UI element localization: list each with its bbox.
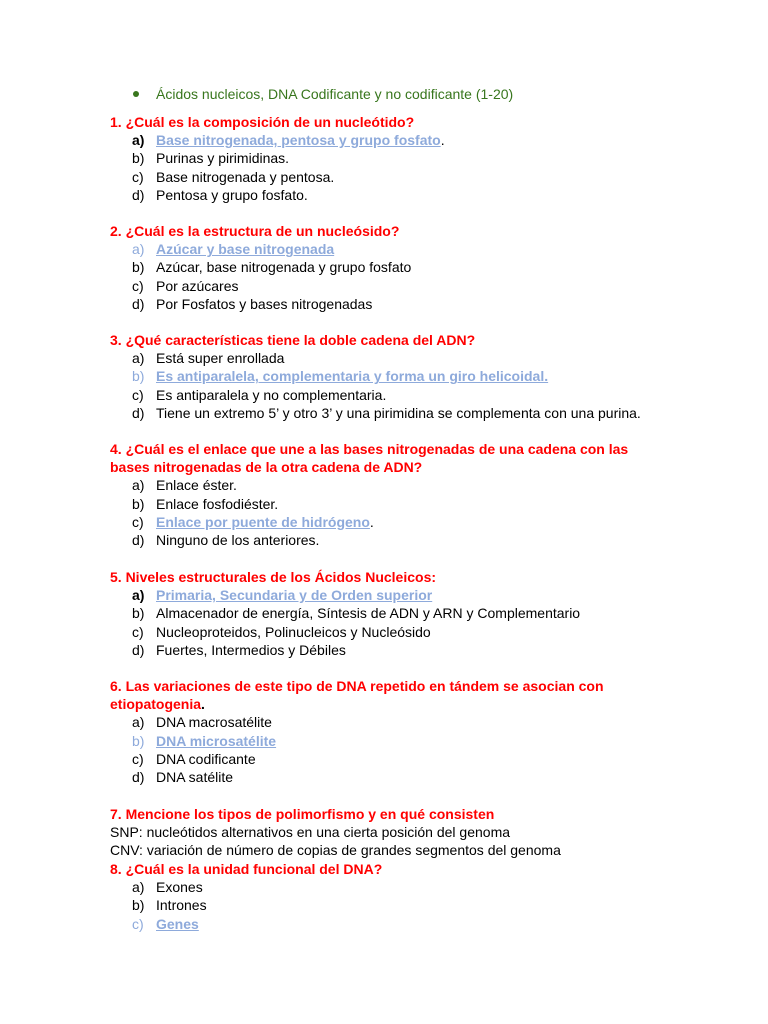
option-c: c) Enlace por puente de hidrógeno. xyxy=(132,513,374,530)
question-3 xyxy=(110,331,670,422)
question-title: 2. ¿Cuál es la estructura de un nucleósido? xyxy=(110,223,400,239)
question-8 xyxy=(110,860,670,933)
option-d: d) Fuertes, Intermedios y Débiles xyxy=(132,641,346,658)
correct-answer: Base nitrogenada, pentosa y grupo fosfato xyxy=(156,132,441,149)
question-title: 8. ¿Cuál es la unidad funcional del DNA? xyxy=(110,861,383,877)
question-title: 5. Niveles estructurales de los Ácidos Nucleicos: xyxy=(110,569,437,585)
question-6 xyxy=(110,677,670,786)
option-a: a) Está super enrollada xyxy=(132,350,285,367)
option-d: d) DNA satélite xyxy=(132,769,234,786)
option-a: a) Enlace éster. xyxy=(132,477,237,494)
correct-answer: DNA microsatélite xyxy=(156,732,277,749)
option-b: b) Intrones xyxy=(132,897,207,914)
option-b: b) Enlace fosfodiéster. xyxy=(132,495,279,512)
question-title-line-2: bases nitrogenadas de la otra cadena de ADN? xyxy=(110,459,423,476)
correct-answer: Es antiparalela, complementaria y forma un giro helicoidal. xyxy=(156,368,549,385)
option-a: a) Base nitrogenada, pentosa y grupo fosfato. xyxy=(132,132,445,149)
correct-answer: Azúcar y base nitrogenada xyxy=(156,241,335,258)
option-c: c) Base nitrogenada y pentosa. xyxy=(132,168,335,185)
answer-line-cnv: CNV: variación de número de copias de grandes segmentos del genoma xyxy=(110,842,561,859)
section-heading xyxy=(133,84,513,104)
option-b: b) Es antiparalela, complementaria y forma un giro helicoidal. xyxy=(132,368,549,385)
question-title-line-1: 4. ¿Cuál es el enlace que une a las bases nitrogenadas de una cadena con las xyxy=(110,441,629,457)
question-5 xyxy=(110,568,670,659)
question-title-line-2: etiopatogenia. xyxy=(110,696,205,713)
question-4 xyxy=(110,440,670,549)
option-a: a) Azúcar y base nitrogenada xyxy=(132,241,335,258)
option-b: b) Almacenador de energía, Síntesis de ADN y ARN y Complementario xyxy=(132,605,581,622)
question-2 xyxy=(110,222,670,313)
question-title-line-1: 6. Las variaciones de este tipo de DNA repetido en tándem se asocian con xyxy=(110,678,604,694)
question-title: 3. ¿Qué características tiene la doble cadena del ADN? xyxy=(110,332,476,348)
option-c: c) Nucleoproteidos, Polinucleicos y Nucleósido xyxy=(132,623,431,640)
section-heading-text: Ácidos nucleicos, DNA Codificante y no codificante (1-20) xyxy=(156,86,514,102)
option-b: b) Purinas y pirimidinas. xyxy=(132,150,290,167)
option-c: c) Es antiparalela y no complementaria. xyxy=(132,386,387,403)
question-1 xyxy=(110,113,670,204)
option-d: d) Ninguno de los anteriores. xyxy=(132,532,320,549)
option-d: d) Tiene un extremo 5’ y otro 3’ y una pirimidina se complementa con una purina. xyxy=(132,404,641,421)
option-a: a) Primaria, Secundaria y de Orden superior xyxy=(132,587,433,604)
option-c: c) Por azúcares xyxy=(132,277,239,294)
question-title: 1. ¿Cuál es la composición de un nucleótido? xyxy=(110,114,415,130)
option-c: c) Genes xyxy=(132,915,199,932)
correct-answer: Genes xyxy=(156,915,199,932)
question-7 xyxy=(110,805,670,860)
option-b: b) DNA microsatélite xyxy=(132,732,277,749)
bullet-icon xyxy=(133,91,139,97)
option-a: a) Exones xyxy=(132,879,203,896)
correct-answer: Primaria, Secundaria y de Orden superior xyxy=(156,587,433,604)
option-d: d) Pentosa y grupo fosfato. xyxy=(132,186,308,203)
option-c: c) DNA codificante xyxy=(132,750,256,767)
correct-answer: Enlace por puente de hidrógeno xyxy=(156,513,370,530)
answer-line-snp: SNP: nucleótidos alternativos en una cierta posición del genoma xyxy=(110,824,511,841)
question-title: 7. Mencione los tipos de polimorfismo y en qué consisten xyxy=(110,806,495,822)
option-a: a) DNA macrosatélite xyxy=(132,714,272,731)
option-d: d) Por Fosfatos y bases nitrogenadas xyxy=(132,295,373,312)
option-b: b) Azúcar, base nitrogenada y grupo fosfato xyxy=(132,259,412,276)
